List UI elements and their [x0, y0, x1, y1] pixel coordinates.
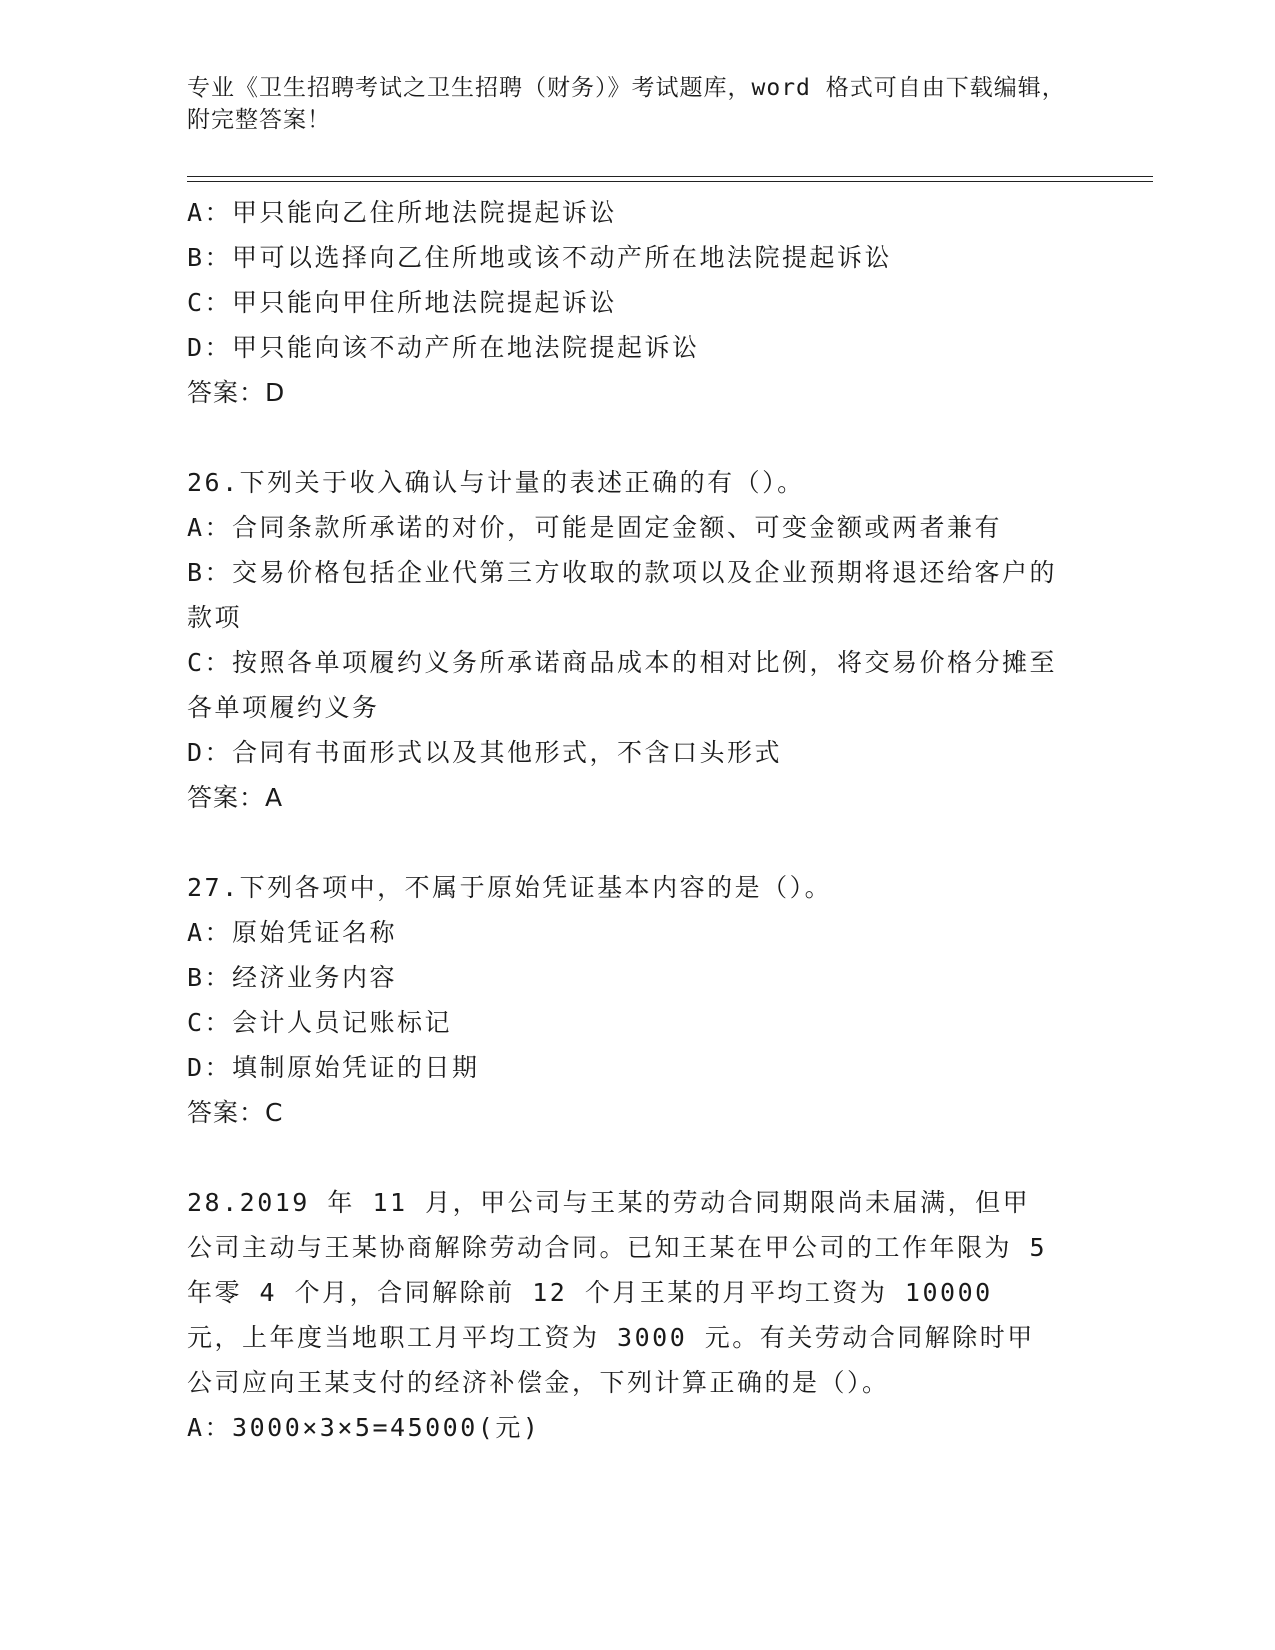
q25-option-a: A：甲只能向乙住所地法院提起诉讼: [187, 198, 618, 227]
question-25: [187, 190, 1087, 415]
q26-option-d: D：合同有书面形式以及其他形式，不含口头形式: [187, 738, 783, 767]
q27-answer: 答案：C: [187, 1098, 284, 1127]
spacer: [187, 820, 1087, 865]
q27-option-d: D：填制原始凭证的日期: [187, 1053, 480, 1082]
q28-stem: 28.2019 年 11 月，甲公司与王某的劳动合同期限尚未届满，但甲公司主动与王某协商解除劳动合同。已知王某在甲公司的工作年限为 5 年零 4 个月，合同解除前 12 个月王某的月平均工资为 10000 元，上年度当地职工月平均工资为 3000 元。有关劳动合同解除时甲公司应向王某支付的经济补偿金，下列计算正确的是（）。: [187, 1188, 1048, 1397]
q26-stem: 26.下列关于收入确认与计量的表述正确的有（）。: [187, 468, 805, 497]
q28-option-a: A：3000×3×5=45000(元): [187, 1413, 541, 1442]
q25-option-c: C：甲只能向甲住所地法院提起诉讼: [187, 288, 618, 317]
q25-option-b: B：甲可以选择向乙住所地或该不动产所在地法院提起诉讼: [187, 243, 893, 272]
question-content: [187, 190, 1087, 1450]
header-divider-top: [187, 176, 1153, 177]
spacer: [187, 415, 1087, 460]
question-26: [187, 460, 1087, 820]
q26-option-b: B：交易价格包括企业代第三方收取的款项以及企业预期将退还给客户的款项: [187, 558, 1058, 632]
q25-answer: 答案：D: [187, 378, 286, 407]
q26-option-a: A：合同条款所承诺的对价，可能是固定金额、可变金额或两者兼有: [187, 513, 1003, 542]
spacer: [187, 1135, 1087, 1180]
document-header: [187, 72, 1087, 136]
q26-answer: 答案：A: [187, 783, 284, 812]
q26-option-c: C：按照各单项履约义务所承诺商品成本的相对比例，将交易价格分摊至各单项履约义务: [187, 648, 1058, 722]
q27-stem: 27.下列各项中，不属于原始凭证基本内容的是（）。: [187, 873, 833, 902]
question-27: [187, 865, 1087, 1135]
q27-option-c: C：会计人员记账标记: [187, 1008, 453, 1037]
q27-option-a: A：原始凭证名称: [187, 918, 398, 947]
header-divider-bottom: [187, 181, 1153, 182]
q27-option-b: B：经济业务内容: [187, 963, 398, 992]
header-text: 专业《卫生招聘考试之卫生招聘（财务）》考试题库，word 格式可自由下载编辑，附完整答案！: [187, 75, 1066, 133]
question-28: [187, 1180, 1087, 1450]
q25-option-d: D：甲只能向该不动产所在地法院提起诉讼: [187, 333, 700, 362]
